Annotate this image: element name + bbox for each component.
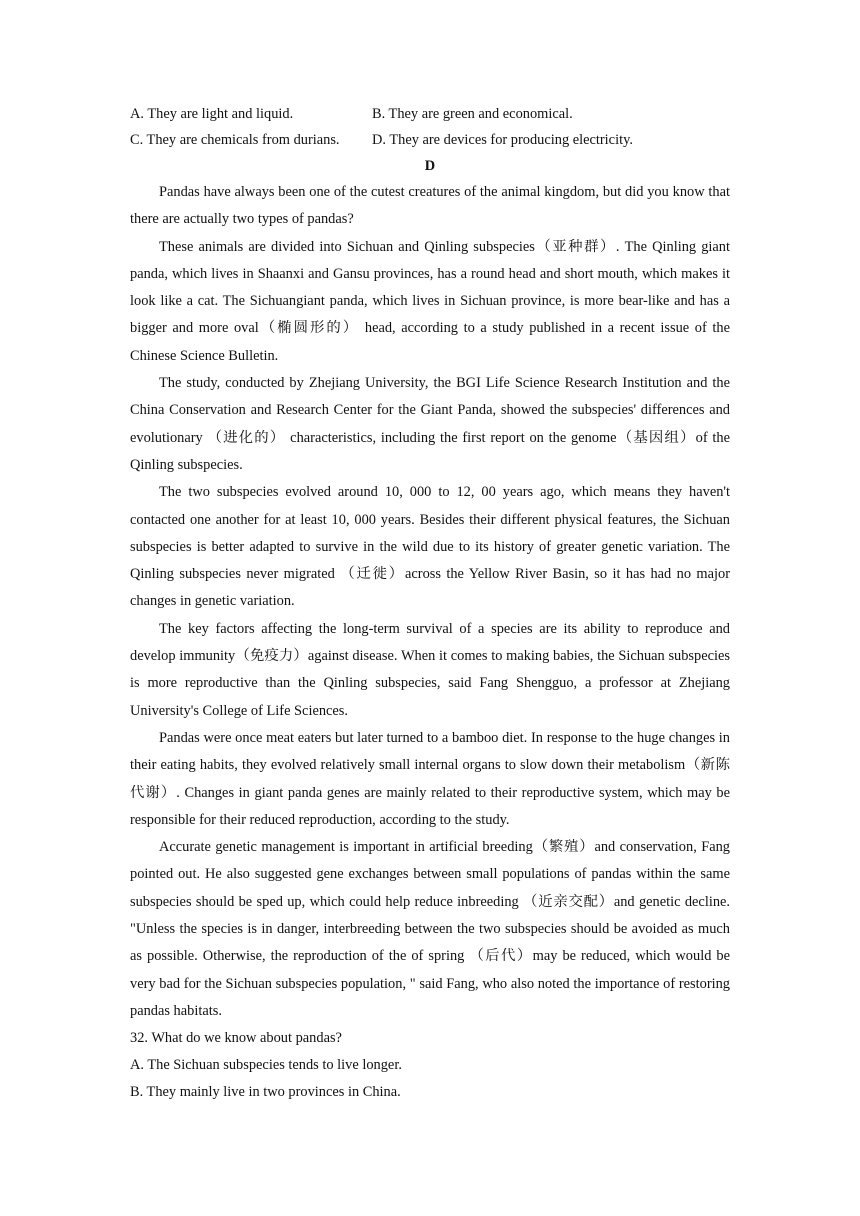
option-a: A. They are light and liquid. (130, 106, 294, 122)
paragraph-4: The two subspecies evolved around 10, 000 to 12, 00 years ago, which means they haven't contacted one another for at least 10, 000 years. Besides their different physical features, the Sichuan subspecies is better adapted to survive in the wild due to its history of greater genetic variation. The Qinling subspecies never migrated （迁徙）across the Yellow River Basin, so it has had no major changes in genetic variation. (130, 484, 730, 610)
option-d: D. They are devices for producing electricity. (372, 132, 633, 148)
option-c: C. They are chemicals from durians. (130, 132, 340, 148)
paragraph-5: The key factors affecting the long-term survival of a species are its ability to reproduce and develop immunity（免疫力）against disease. When it comes to making babies, the Sichuan subspecies is more reproductive than the Qinling subspecies, said Fang Shengguo, a professor at Zhejiang University's College of Life Sciences. (130, 620, 730, 719)
option-b: B. They are green and economical. (372, 106, 573, 122)
paragraph-3: The study, conducted by Zhejiang University, the BGI Life Science Research Institution and the China Conservation and Research Center for the Giant Panda, showed the subspecies' differences and evolutionary （进化的） characteristics, including the first report on the genome（基因组）of the Qinling subspecies. (130, 375, 730, 473)
options-row-ab (130, 101, 730, 127)
paragraph-1: Pandas have always been one of the cutest creatures of the animal kingdom, but did you know that there are actually two types of pandas? (130, 184, 730, 228)
paragraph-6: Pandas were once meat eaters but later turned to a bamboo diet. In response to the huge changes in their eating habits, they evolved relatively small internal organs to slow down their metabolism（新陈代谢）. Changes in giant panda genes are mainly related to their reproductive system, which may be responsible for their reduced reproduction, according to the study. (130, 729, 730, 828)
question-option-b: B. They mainly live in two provinces in China. (130, 1084, 401, 1101)
question-stem: 32. What do we know about pandas? (130, 1030, 342, 1047)
options-row-cd (130, 127, 730, 153)
passage-heading: D (424, 158, 436, 174)
paragraph-2: These animals are divided into Sichuan and Qinling subspecies（亚种群）. The Qinling giant panda, which lives in Shaanxi and Gansu provinces, has a round head and short mouth, which makes it look like a cat. The Sichuangiant panda, which lives in Sichuan province, is more bear-like and has a bigger and more oval（椭圆形的） head, according to a study published in a recent issue of the Chinese Science Bulletin. (130, 238, 730, 364)
page-content (130, 101, 730, 1106)
question-option-a: A. The Sichuan subspecies tends to live longer. (130, 1057, 402, 1074)
paragraph-7: Accurate genetic management is important in artificial breeding（繁殖）and conservation, Fang pointed out. He also suggested gene exchanges between small populations of pandas within the same subspecies should be sped up, which could help reduce inbreeding （近亲交配）and genetic decline. "Unless the species is in danger, interbreeding between the two subspecies should be avoided as much as possible. Otherwise, the reproduction of the of spring （后代）may be reduced, which would be very bad for the Sichuan subspecies population, " said Fang, who also noted the importance of restoring pandas habitats. (130, 839, 730, 1019)
